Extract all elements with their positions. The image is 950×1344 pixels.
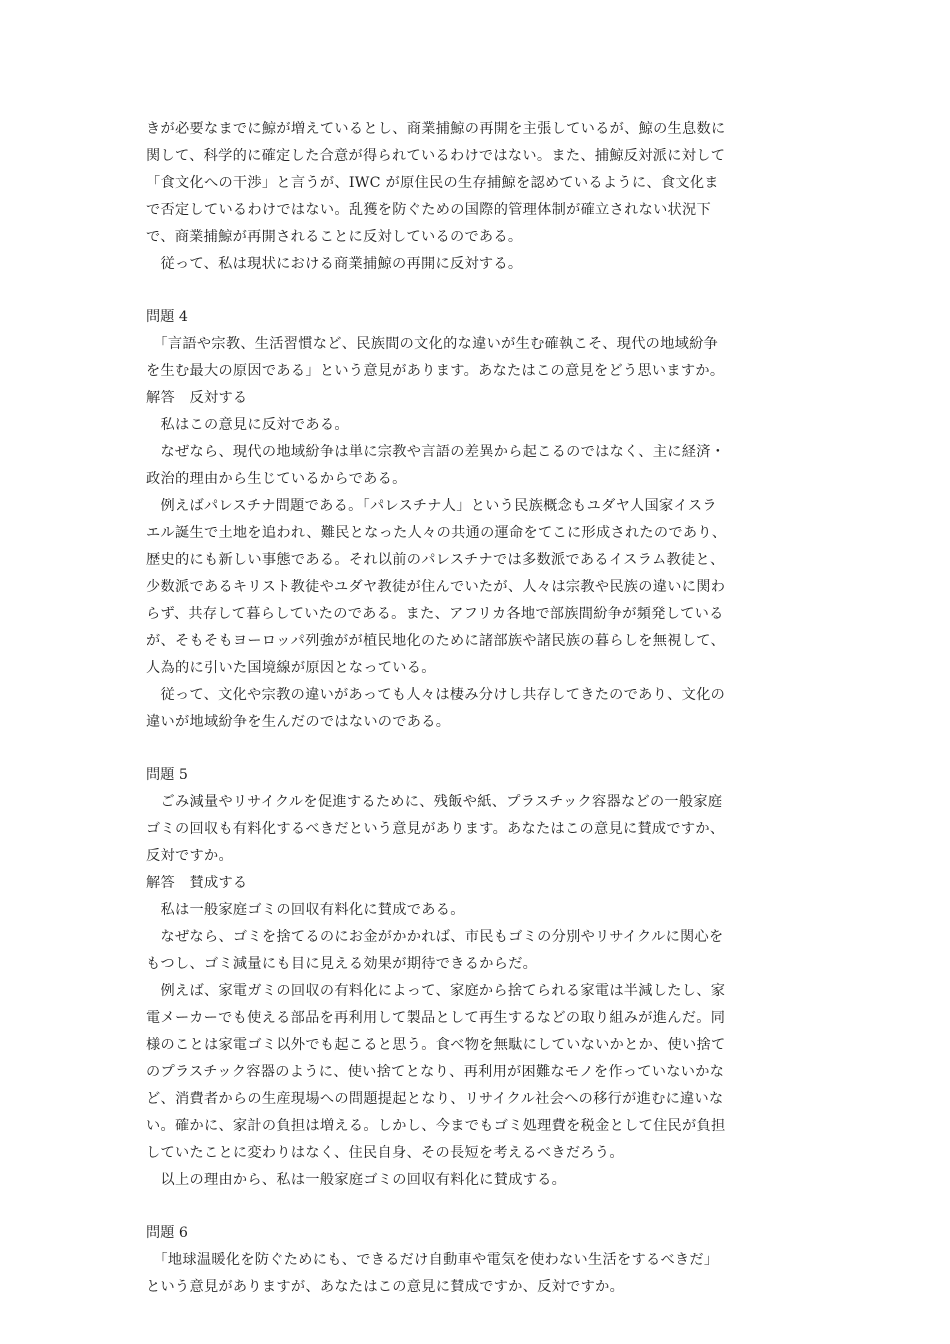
- paragraph-line: が、そもそもヨーロッパ列強がが植民地化のために諸部族や諸民族の暮らしを無視して、: [146, 633, 725, 649]
- paragraph-line: 反対ですか。: [146, 848, 233, 864]
- continuation-section: [146, 116, 808, 278]
- question-heading: 問題 5: [146, 767, 188, 783]
- paragraph-line: 私は一般家庭ゴミの回収有料化に賛成である。: [146, 902, 465, 918]
- paragraph-line: い。確かに、家計の負担は増える。しかし、今までもゴミ処理費を税金として住民が負担: [146, 1118, 726, 1134]
- paragraph-line: 「食文化への干渉」と言うが、IWC が原住民の生存捕鯨を認めているように、食文化ま: [146, 175, 719, 191]
- paragraph-line: 様のことは家電ゴミ以外でも起こると思う。食べ物を無駄にしていないかとか、使い捨て: [146, 1037, 726, 1053]
- paragraph-line: 従って、文化や宗教の違いがあっても人々は棲み分けし共存してきたのであり、文化の: [146, 687, 726, 703]
- question-4-section: [146, 304, 808, 736]
- paragraph-line: なぜなら、現代の地域紛争は単に宗教や言語の差異から起こるのではなく、主に経済・: [146, 444, 726, 460]
- paragraph-line: きが必要なまでに鯨が増えているとし、商業捕鯨の再開を主張しているが、鯨の生息数に: [146, 121, 726, 137]
- paragraph-line: ゴミの回収も有料化するべきだという意見があります。あなたはこの意見に賛成ですか、: [146, 821, 725, 837]
- paragraph-line: 私はこの意見に反対である。: [146, 417, 349, 433]
- paragraph-line: なぜなら、ゴミを捨てるのにお金がかかれば、市民もゴミの分別やリサイクルに関心を: [146, 929, 724, 945]
- paragraph-line: 例えば、家電ガミの回収の有料化によって、家庭から捨てられる家電は半減したし、家: [146, 983, 726, 999]
- section-gap: [146, 1194, 808, 1220]
- question-6-section: [146, 1220, 808, 1301]
- paragraph-line: 少数派であるキリスト教徒やユダヤ教徒が住んでいたが、人々は宗教や民族の違いに関わ: [146, 579, 726, 595]
- paragraph-line: 違いが地域紛争を生んだのではないのである。: [146, 714, 451, 730]
- question-heading: 問題 6: [146, 1225, 188, 1241]
- question-5-section: [146, 762, 808, 1194]
- paragraph-line: 政治的理由から生じているからである。: [146, 471, 407, 487]
- paragraph-line: もつし、ゴミ減量にも目に見える効果が期待できるからだ。: [146, 956, 538, 972]
- paragraph-line: 「地球温暖化を防ぐためにも、できるだけ自動車や電気を使わない生活をするべきだ」: [146, 1252, 719, 1268]
- paragraph-line: エル誕生で土地を追われ、難民となった人々の共通の運命をてこに形成されたのであり、: [146, 525, 727, 541]
- paragraph-line: 人為的に引いた国境線が原因となっている。: [146, 660, 436, 676]
- paragraph-line: 関して、科学的に確定した合意が得られているわけではない。また、捕鯨反対派に対して: [146, 148, 726, 164]
- answer-label: 解答 反対する: [146, 390, 248, 406]
- section-gap: [146, 736, 808, 762]
- answer-label: 解答 賛成する: [146, 875, 248, 891]
- paragraph-line: のプラスチック容器のように、使い捨てとなり、再利用が困難なモノを作っていないかな: [146, 1064, 725, 1080]
- paragraph-line: していたことに変わりはなく、住民自身、その長短を考えるべきだろう。: [146, 1145, 624, 1161]
- section-gap: [146, 278, 808, 304]
- paragraph-line: で、商業捕鯨が再開されることに反対しているのである。: [146, 229, 523, 245]
- document-page: [146, 116, 808, 1301]
- paragraph-line: ごみ減量やリサイクルを促進するために、残飯や紙、プラスチック容器などの一般家庭: [146, 794, 723, 810]
- paragraph-line: らず、共存して暮らしていたのである。また、アフリカ各地で部族間紛争が頻発している: [146, 606, 724, 622]
- paragraph-line: という意見がありますが、あなたはこの意見に賛成ですか、反対ですか。: [146, 1279, 625, 1295]
- paragraph-line: を生む最大の原因である」という意見があります。あなたはこの意見をどう思いますか。: [146, 363, 725, 379]
- paragraph-line: 歴史的にも新しい事態である。それ以前のパレスチナでは多数派であるイスラム教徒と、: [146, 552, 725, 568]
- paragraph-line: 従って、私は現状における商業捕鯨の再開に反対する。: [146, 256, 523, 272]
- paragraph-line: ど、消費者からの生産現場への問題提起となり、リサイクル社会への移行が進むに違いな: [146, 1091, 724, 1107]
- paragraph-line: 以上の理由から、私は一般家庭ゴミの回収有料化に賛成する。: [146, 1172, 567, 1188]
- question-heading: 問題 4: [146, 309, 188, 325]
- paragraph-line: 例えばパレスチナ問題である。「パレスチナ人」という民族概念もユダヤ人国家イスラ: [146, 498, 717, 514]
- paragraph-line: で否定しているわけではない。乱獲を防ぐための国際的管理体制が確立されない状況下: [146, 202, 712, 218]
- paragraph-line: 「言語や宗教、生活習慣など、民族間の文化的な違いが生む確執こそ、現代の地域紛争: [146, 336, 719, 352]
- paragraph-line: 電メーカーでも使える部品を再利用して製品として再生するなどの取り組みが進んだ。同: [146, 1010, 726, 1026]
